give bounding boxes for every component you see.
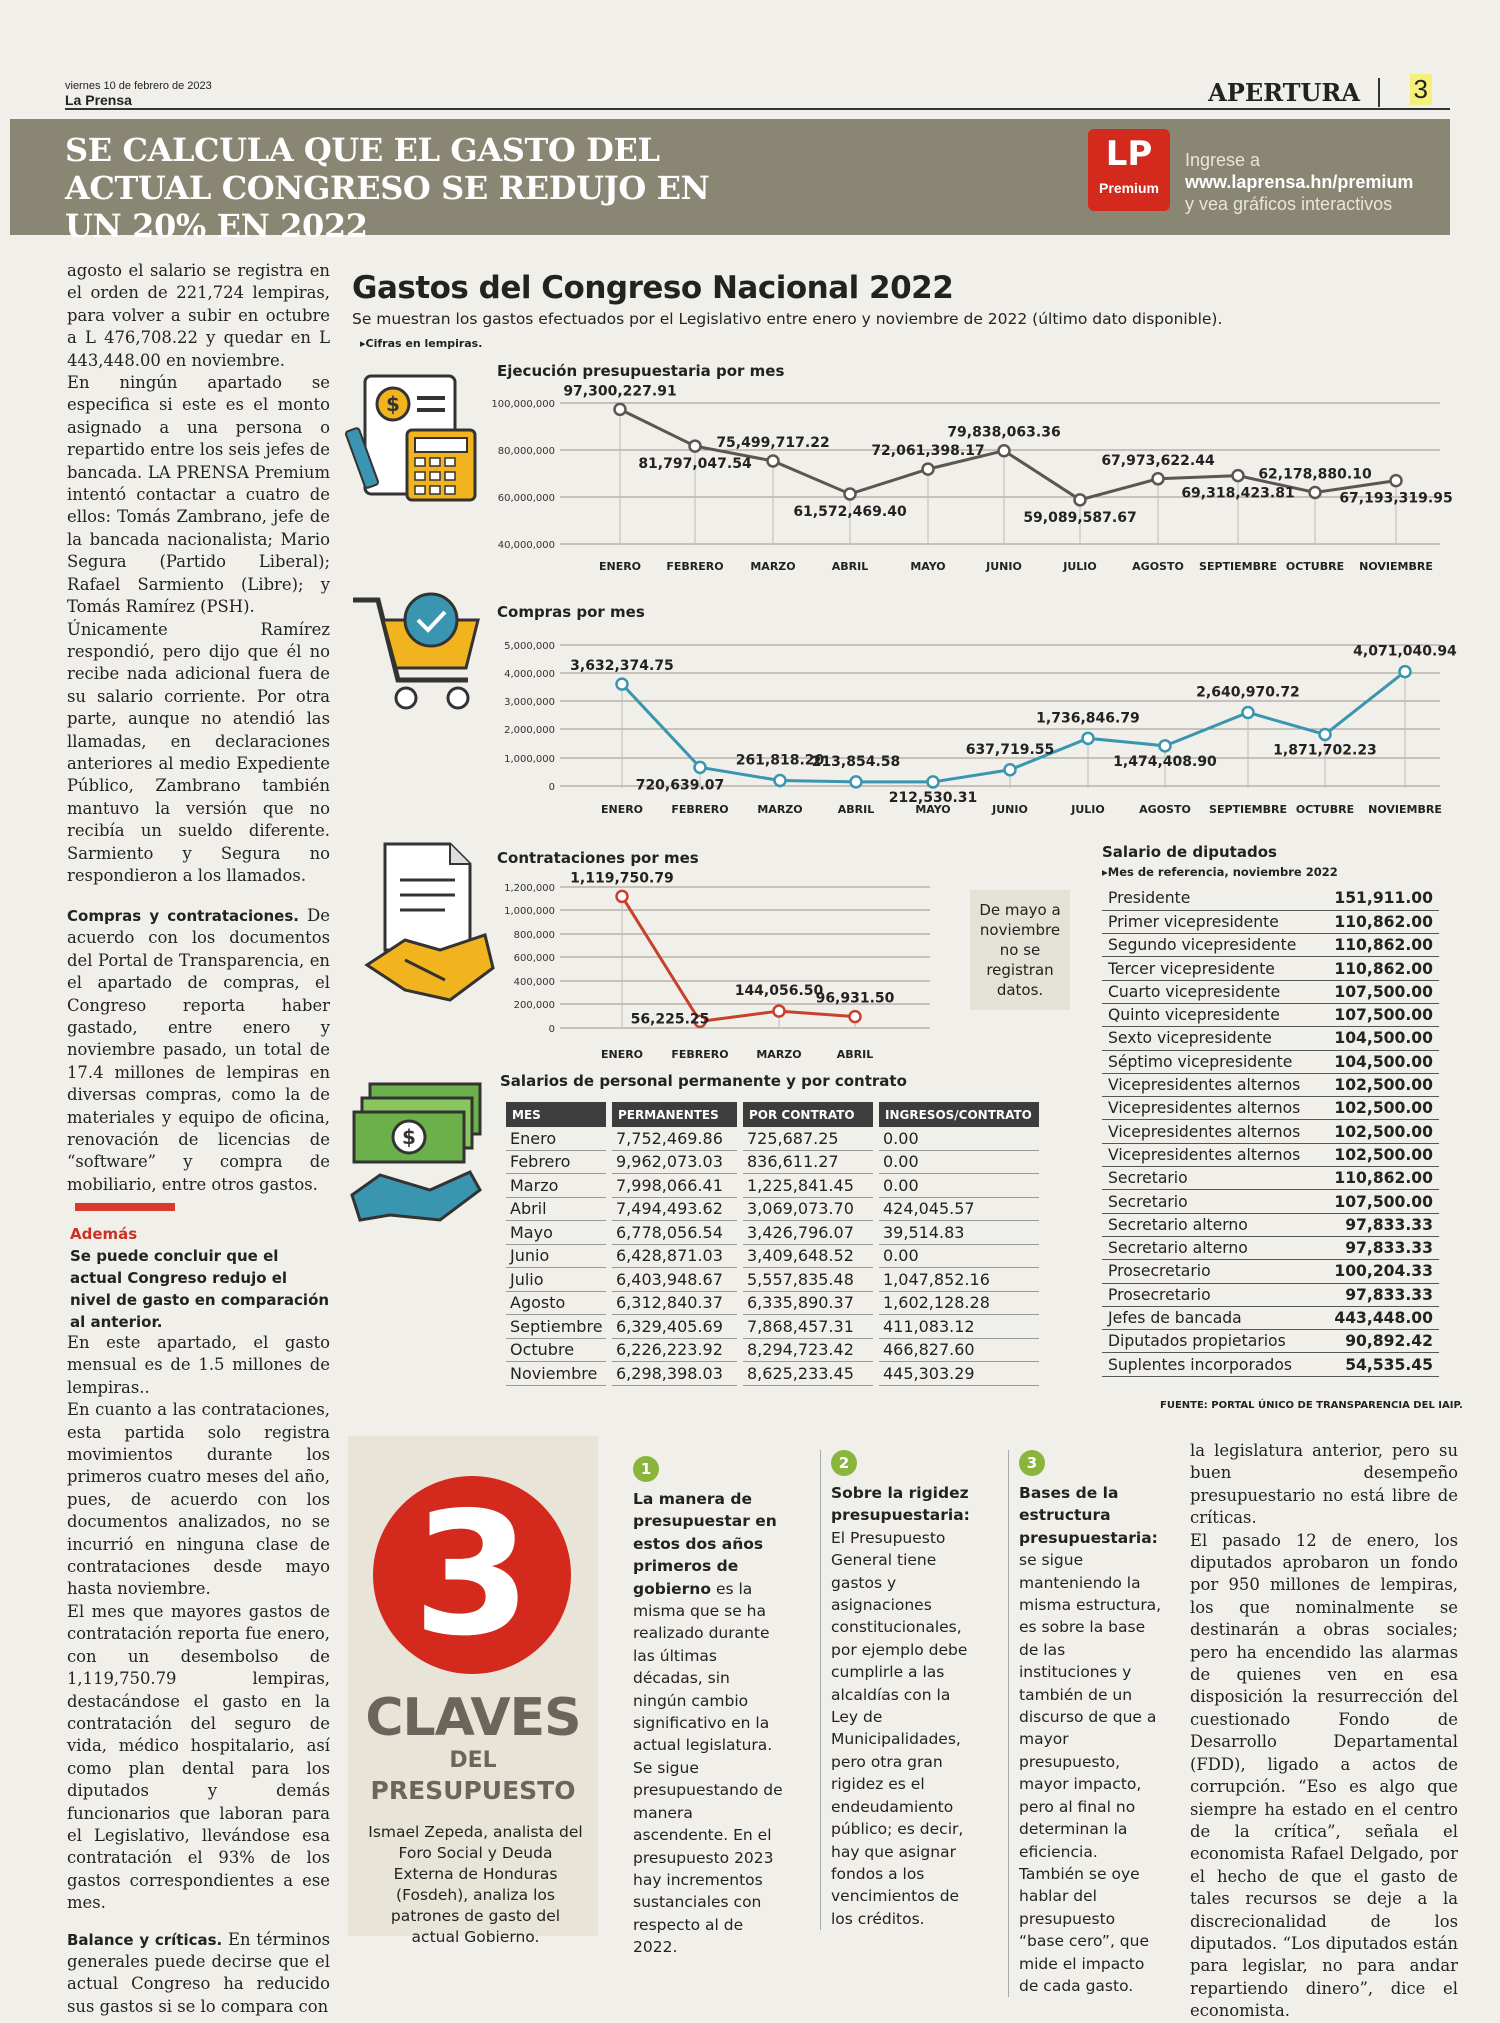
table-cell: 725,687.25 (743, 1127, 873, 1151)
data-label: 637,719.55 (965, 741, 1055, 758)
salary-value: 107,500.00 (1328, 980, 1439, 1003)
table-cell: 7,752,469.86 (612, 1127, 737, 1151)
x-category-label: ABRIL (837, 803, 875, 816)
table-row (1102, 1120, 1439, 1143)
table-row (1102, 1213, 1439, 1236)
data-point (850, 1011, 861, 1022)
salary-value: 102,500.00 (1328, 1073, 1439, 1096)
table-cell: Abril (506, 1198, 606, 1222)
table-cell: 1,047,852.16 (879, 1268, 1039, 1292)
article-column-left-2 (67, 905, 330, 1196)
table-cell: 6,226,223.92 (612, 1339, 737, 1363)
chart-ejecucion (490, 385, 1460, 580)
table-cell: Octubre (506, 1339, 606, 1363)
salary-value: 90,892.42 (1328, 1330, 1439, 1353)
table-row (1102, 1050, 1439, 1073)
data-label: 67,973,622.44 (1101, 452, 1215, 469)
salary-value: 110,862.00 (1328, 910, 1439, 933)
graphic-unit: ▸Cifras en lempiras. (360, 337, 483, 350)
table-cell: 466,827.60 (879, 1339, 1039, 1363)
table-cell: 0.00 (879, 1174, 1039, 1198)
data-label: 2,640,970.72 (1196, 684, 1300, 701)
salary-role: Jefes de bancada (1102, 1306, 1328, 1329)
table-cell: 6,335,890.37 (743, 1292, 873, 1316)
salary-value: 107,500.00 (1328, 1003, 1439, 1026)
x-category-label: MARZO (757, 803, 803, 816)
salary-value: 110,862.00 (1328, 934, 1439, 957)
data-point (1400, 666, 1411, 677)
ademas-box (70, 1223, 332, 1333)
salary-role: Suplentes incorporados (1102, 1353, 1328, 1376)
claves-panel (348, 1436, 598, 1946)
x-category-label: FEBRERO (671, 803, 729, 816)
column-header: PERMANENTES (612, 1102, 737, 1127)
data-label: 213,854.58 (811, 753, 901, 770)
salary-value: 110,862.00 (1328, 957, 1439, 980)
y-tick-label: 5,000,000 (504, 641, 555, 652)
salary-role: Séptimo vicepresidente (1102, 1050, 1328, 1073)
premium-promo (1185, 149, 1413, 215)
salario-diputados-title: Salario de diputados (1102, 843, 1277, 861)
data-point (845, 488, 856, 499)
data-point (695, 762, 706, 773)
salary-role: Cuarto vicepresidente (1102, 980, 1328, 1003)
data-point (1391, 475, 1402, 486)
data-point (1320, 729, 1331, 740)
salary-role: Vicepresidentes alternos (1102, 1097, 1328, 1120)
salario-diputados-table (1102, 887, 1439, 1377)
claves-del: DEL (449, 1748, 497, 1773)
salary-value: 151,911.00 (1328, 887, 1439, 910)
data-point (690, 441, 701, 452)
table-cell: 3,069,073.70 (743, 1198, 873, 1222)
data-label: 97,300,227.91 (563, 383, 677, 400)
clave-body: se sigue manteniendo la misma estructura, es sobre la base de las instituciones y también de un discurso de que a mayor presupuesto, mayor impacto, pero al final no determinan la eficiencia. También se oye hablar del presupuesto “base cero”, que mide el impacto de cada gasto. (1019, 1551, 1162, 1995)
table-cell: 1,602,128.28 (879, 1292, 1039, 1316)
x-category-label: ENERO (600, 1048, 644, 1061)
claves-presupuesto: PRESUPUESTO (370, 1776, 576, 1805)
x-category-label: FEBRERO (666, 560, 724, 573)
data-label: 69,318,423.81 (1181, 485, 1295, 502)
article-column-right (1190, 1440, 1458, 2023)
salary-role: Quinto vicepresidente (1102, 1003, 1328, 1026)
salary-role: Primer vicepresidente (1102, 910, 1328, 933)
table-row (506, 1245, 1039, 1269)
y-tick-label: 2,000,000 (504, 725, 555, 736)
table-cell: 6,403,948.67 (612, 1268, 737, 1292)
salary-value: 110,862.00 (1328, 1167, 1439, 1190)
table-cell: 7,494,493.62 (612, 1198, 737, 1222)
x-category-label: JULIO (1071, 803, 1105, 816)
clave-2 (820, 1450, 975, 1930)
clave-title: La manera de presupuestar en estos dos años primeros de gobierno (633, 1490, 777, 1598)
data-label: 1,871,702.23 (1273, 742, 1377, 759)
table-cell: Junio (506, 1245, 606, 1269)
data-point (1233, 470, 1244, 481)
table-cell: 39,514.83 (879, 1221, 1039, 1245)
column-header: POR CONTRATO (743, 1102, 873, 1127)
table-cell: Septiembre (506, 1315, 606, 1339)
table-row (1102, 1027, 1439, 1050)
graphic-subtitle: Se muestran los gastos efectuados por el Legislativo entre enero y noviembre de 2022 (último dato disponible). (352, 310, 1223, 328)
salary-role: Secretario alterno (1102, 1236, 1328, 1259)
data-point (1160, 740, 1171, 751)
article-paragraph: Únicamente Ramírez respondió, pero dijo que él no recibe nada adicional fuera de su salario corriente. Por otra parte, aunque no atendió las llamadas, en declaraciones anteriores al medio Expediente Público, Zambrano también mantuvo la versión que no recibía un sueldo diferente. Sarmiento y Segura no respondieron a los llamados. (67, 619, 330, 885)
clave-1 (633, 1456, 788, 1959)
table-cell: 3,409,648.52 (743, 1245, 873, 1269)
chart-compras (490, 628, 1460, 828)
data-point (1310, 487, 1321, 498)
table-row (1102, 934, 1439, 957)
salary-role: Segundo vicepresidente (1102, 934, 1328, 957)
table-cell: 411,083.12 (879, 1315, 1039, 1339)
x-category-label: OCTUBRE (1295, 803, 1355, 816)
table-cell: 6,312,840.37 (612, 1292, 737, 1316)
data-label: 4,071,040.94 (1353, 643, 1457, 660)
table-cell: 445,303.29 (879, 1362, 1039, 1386)
no-data-note: De mayo a noviembre no se registran datos. (970, 890, 1070, 1010)
x-category-label: JUNIO (986, 560, 1022, 573)
table-row (1102, 1330, 1439, 1353)
table-cell: 7,998,066.41 (612, 1174, 737, 1198)
data-label: 61,572,469.40 (793, 503, 907, 520)
table-row (506, 1198, 1039, 1222)
y-tick-label: 40,000,000 (497, 540, 555, 551)
ademas-title: Además (70, 1225, 138, 1243)
data-label: 1,736,846.79 (1036, 710, 1140, 727)
data-point (617, 891, 628, 902)
data-point (617, 679, 628, 690)
clave-title: Sobre la rigidez presupuestaria: (831, 1484, 970, 1525)
data-label: 56,225.25 (630, 1011, 710, 1028)
table-cell: Noviembre (506, 1362, 606, 1386)
data-point (851, 776, 862, 787)
x-category-label: MARZO (756, 1048, 802, 1061)
x-category-label: OCTUBRE (1285, 560, 1345, 573)
data-point (928, 776, 939, 787)
x-category-label: JULIO (1063, 560, 1097, 573)
table-cell: 8,625,233.45 (743, 1362, 873, 1386)
page-number: 3 (1410, 74, 1432, 105)
table-row (1102, 1073, 1439, 1096)
table-row (506, 1362, 1039, 1386)
salary-role: Tercer vicepresidente (1102, 957, 1328, 980)
salary-value: 97,833.33 (1328, 1283, 1439, 1306)
x-category-label: SEPTIEMBRE (1199, 560, 1277, 573)
promo-line-1: Ingrese a (1185, 150, 1261, 170)
table-row (1102, 1190, 1439, 1213)
salary-role: Vicepresidentes alternos (1102, 1143, 1328, 1166)
table-cell: 0.00 (879, 1245, 1039, 1269)
lp-logo-premium: Premium (1099, 180, 1159, 196)
table-cell: 836,611.27 (743, 1151, 873, 1175)
clave-number: 1 (633, 1456, 659, 1482)
table-cell: 6,428,871.03 (612, 1245, 737, 1269)
y-tick-label: 600,000 (513, 953, 555, 964)
salary-value: 104,500.00 (1328, 1027, 1439, 1050)
data-label: 62,178,880.10 (1258, 466, 1372, 483)
x-category-label: JUNIO (992, 803, 1028, 816)
money-hand-icon (350, 1080, 490, 1230)
data-point (615, 404, 626, 415)
table-row (1102, 1260, 1439, 1283)
article-paragraph: El pasado 12 de enero, los diputados aprobaron un fondo por 950 millones de lempiras, los que nominalmente se destinarán a obras sociales; pero ha encendido las alarmas de quienes ven en esa disposición la resurrección del cuestionado Fondo de Desarrollo Departamental (FDD), ligado a actos de corrupción. “Eso es algo que siempre ha estado en el centro de la crítica”, señala el economista Rafael Delgado, por el hecho de que el gasto de tales recursos se deje a la discrecionalidad de los diputados. “Los diputados están para legislar, no para andar repartiendo dinero”, dice el economista. (1190, 1530, 1458, 2021)
table-row (1102, 1306, 1439, 1329)
source-note: FUENTE: PORTAL ÚNICO DE TRANSPARENCIA DEL IAIP. (1160, 1400, 1463, 1411)
table-row (1102, 1003, 1439, 1026)
clave-number: 2 (831, 1450, 857, 1476)
salary-role: Presidente (1102, 887, 1328, 910)
data-label: 67,193,319.95 (1339, 490, 1453, 507)
budget-calculator-icon (355, 368, 485, 508)
clave-body: es la misma que se ha realizado durante las últimas décadas, sin ningún cambio significativo en la actual legislatura. Se sigue presupuestando de manera ascendente. En el presupuesto 2023 hay incrementos sustanciales con respecto al de 2022. (633, 1579, 783, 1957)
x-category-label: NOVIEMBRE (1368, 803, 1442, 816)
table-cell: 0.00 (879, 1151, 1039, 1175)
data-point (1243, 707, 1254, 718)
table-cell: Marzo (506, 1174, 606, 1198)
y-tick-label: 100,000,000 (491, 399, 555, 410)
clave-3 (1008, 1450, 1163, 1997)
table-cell: 0.00 (879, 1127, 1039, 1151)
clave-title: Bases de la estructura presupuestaria: (1019, 1484, 1158, 1547)
section-name: APERTURA (1208, 78, 1380, 107)
salary-role: Secretario (1102, 1190, 1328, 1213)
table-row (506, 1339, 1039, 1363)
table-row (506, 1268, 1039, 1292)
salary-role: Vicepresidentes alternos (1102, 1073, 1328, 1096)
table-row (1102, 980, 1439, 1003)
table-cell: Mayo (506, 1221, 606, 1245)
data-label: 72,061,398.17 (871, 443, 985, 460)
table-cell: 424,045.57 (879, 1198, 1039, 1222)
lp-premium-logo[interactable] (1088, 129, 1170, 211)
column-header: MES (506, 1102, 606, 1127)
x-category-label: AGOSTO (1139, 803, 1191, 816)
table-cell: Febrero (506, 1151, 606, 1175)
headline: SE CALCULA QUE EL GASTO DEL ACTUAL CONGRESO SE REDUJO EN UN 20% EN 2022 (65, 131, 710, 245)
salary-value: 100,204.33 (1328, 1260, 1439, 1283)
salarios-table (500, 1102, 1045, 1386)
salary-value: 97,833.33 (1328, 1236, 1439, 1259)
article-paragraph: En cuanto a las contrataciones, esta partida solo registra movimientos durante los primeros cuatro meses del año, pues, de acuerdo con los documentos analizados, no se incurrió en ninguna clase de contrataciones desde mayo hasta noviembre. (67, 1400, 330, 1599)
table-cell: 9,962,073.03 (612, 1151, 737, 1175)
contract-handshake-icon (365, 840, 495, 1010)
salary-value: 102,500.00 (1328, 1143, 1439, 1166)
chart-title-ejecucion: Ejecución presupuestaria por mes (497, 362, 785, 380)
salary-value: 107,500.00 (1328, 1190, 1439, 1213)
ademas-text: Se puede concluir que el actual Congreso redujo el nivel de gasto en comparación al anterior. (70, 1247, 330, 1331)
table-row (1102, 1097, 1439, 1120)
table-cell: 1,225,841.45 (743, 1174, 873, 1198)
data-label: 3,632,374.75 (570, 658, 674, 675)
salary-value: 443,448.00 (1328, 1306, 1439, 1329)
x-category-label: NOVIEMBRE (1359, 560, 1433, 573)
table-row (506, 1221, 1039, 1245)
salary-value: 54,535.45 (1328, 1353, 1439, 1376)
article-paragraph: En este apartado, el gasto mensual es de 1.5 millones de lempiras.. (67, 1333, 330, 1397)
x-category-label: MAYO (915, 803, 951, 816)
table-row (1102, 1283, 1439, 1306)
salary-role: Secretario alterno (1102, 1213, 1328, 1236)
svg-text:$: $ (402, 1125, 416, 1149)
article-column-left (67, 260, 330, 887)
salario-diputados-subtitle: ▸Mes de referencia, noviembre 2022 (1102, 865, 1338, 879)
claves-byline: Ismael Zepeda, analista del Foro Social y Deuda Externa de Honduras (Fosdeh), analiza los patrones de gasto del actual Gobierno. (368, 1823, 583, 1946)
table-row (506, 1174, 1039, 1198)
x-category-label: AGOSTO (1132, 560, 1184, 573)
salary-role: Secretario (1102, 1167, 1328, 1190)
x-category-label: ABRIL (831, 560, 869, 573)
salary-value: 97,833.33 (1328, 1213, 1439, 1236)
column-header: INGRESOS/CONTRATO (879, 1102, 1039, 1127)
lp-logo-text: LP (1105, 134, 1153, 174)
table-cell: 6,298,398.03 (612, 1362, 737, 1386)
table-row (1102, 887, 1439, 910)
table-row (1102, 1236, 1439, 1259)
article-paragraph: En ningún apartado se especifica si este es el monto asignado a una persona o repartido entre los seis jefes de bancada. LA PRENSA Premium intentó contactar a cuatro de ellos: Tomás Zambrano, jefe de la bancada nacionalista; Mario Segura (Partido Liberal); Rafael Sarmiento (Libre); y Tomás Ramírez (PSH). (67, 373, 330, 617)
salary-role: Sexto vicepresidente (1102, 1027, 1328, 1050)
y-tick-label: 3,000,000 (504, 697, 555, 708)
x-category-label: ABRIL (836, 1048, 874, 1061)
table-row (1102, 957, 1439, 980)
salary-role: Prosecretario (1102, 1283, 1328, 1306)
table-cell: 5,557,835.48 (743, 1268, 873, 1292)
data-point (1005, 764, 1016, 775)
data-label: 75,499,717.22 (716, 434, 830, 451)
data-point (1153, 473, 1164, 484)
y-tick-label: 0 (548, 1024, 555, 1035)
article-paragraph: la legislatura anterior, pero su buen desempeño presupuestario no está libre de críticas. (1190, 1441, 1458, 1528)
data-label: 96,931.50 (815, 990, 895, 1007)
chart-title-contrataciones: Contrataciones por mes (497, 849, 699, 867)
promo-url[interactable]: www.laprensa.hn/premium (1185, 172, 1414, 192)
data-label: 720,639.07 (635, 777, 725, 794)
salary-value: 102,500.00 (1328, 1120, 1439, 1143)
y-tick-label: 800,000 (513, 930, 555, 941)
y-tick-label: 200,000 (513, 1000, 555, 1011)
data-label: 79,838,063.36 (947, 424, 1061, 441)
y-tick-label: 0 (548, 782, 555, 793)
data-label: 144,056.50 (734, 983, 824, 1000)
article-column-left-3 (67, 1332, 330, 2018)
y-tick-label: 1,000,000 (504, 906, 555, 917)
data-label: 212,530.31 (888, 789, 978, 806)
table-row (1102, 910, 1439, 933)
table-row (1102, 1167, 1439, 1190)
y-tick-label: 400,000 (513, 977, 555, 988)
x-category-label: SEPTIEMBRE (1209, 803, 1287, 816)
data-point (1075, 494, 1086, 505)
x-category-label: MARZO (750, 560, 796, 573)
chart-contrataciones (490, 870, 960, 1068)
data-point (1083, 733, 1094, 744)
masthead (65, 74, 1450, 110)
table-cell: 8,294,723.42 (743, 1339, 873, 1363)
data-label: 59,089,587.67 (1023, 509, 1137, 526)
salary-value: 102,500.00 (1328, 1097, 1439, 1120)
headline-banner (10, 119, 1450, 245)
subhead-balance: Balance y críticas. (67, 1930, 223, 1949)
data-label: 1,474,408.90 (1113, 753, 1217, 770)
article-paragraph: En términos generales puede decirse que el actual Congreso ha reducido sus gastos si se lo compara con (67, 1929, 330, 2016)
salario-diputados (1102, 843, 1442, 1377)
ademas-rule (75, 1203, 175, 1211)
table-row (1102, 1353, 1439, 1376)
x-category-label: ENERO (600, 803, 644, 816)
article-paragraph: agosto el salario se registra en el orden de 221,724 lempiras, para volver a subir en octubre a L 476,708.22 y quedar en L 443,448.00 en noviembre. (67, 261, 330, 370)
salary-role: Vicepresidentes alternos (1102, 1120, 1328, 1143)
claves-block (348, 1436, 1178, 1995)
table-cell: 3,426,796.07 (743, 1221, 873, 1245)
table-cell: 6,778,056.54 (612, 1221, 737, 1245)
data-point (923, 464, 934, 475)
table-cell: 6,329,405.69 (612, 1315, 737, 1339)
data-label: 261,818.20 (735, 752, 825, 769)
clave-number: 3 (1019, 1450, 1045, 1476)
table-row (506, 1127, 1039, 1151)
article-paragraph: El mes que mayores gastos de contratación reporta fue enero, con un desembolso de 1,119,750.79 lempiras, destacándose el gasto en la contratación del seguro de vida, médico hospitalario, así como plan dental para los diputados y demás funcionarios que laboran para el Legislativo, llevándose esa contratación el 93% de los gastos correspondientes a ese mes. (67, 1601, 330, 1913)
table-row (506, 1292, 1039, 1316)
table-row (1102, 1143, 1439, 1166)
data-point (768, 455, 779, 466)
salary-value: 104,500.00 (1328, 1050, 1439, 1073)
table-cell: Enero (506, 1127, 606, 1151)
data-point (999, 445, 1010, 456)
x-category-label: FEBRERO (671, 1048, 729, 1061)
data-point (774, 1006, 785, 1017)
salarios-title: Salarios de personal permanente y por contrato (500, 1072, 907, 1090)
shopping-cart-icon (348, 590, 488, 720)
x-category-label: ENERO (598, 560, 642, 573)
y-tick-label: 80,000,000 (497, 446, 555, 457)
y-tick-label: 60,000,000 (497, 493, 555, 504)
data-label: 81,797,047.54 (638, 456, 752, 473)
y-tick-label: 4,000,000 (504, 669, 555, 680)
table-row (506, 1151, 1039, 1175)
table-cell: Agosto (506, 1292, 606, 1316)
graphic-title: Gastos del Congreso Nacional 2022 (352, 270, 954, 306)
paper-name: La Prensa (65, 92, 132, 108)
clave-body: El Presupuesto General tiene gastos y asignaciones constitucionales, por ejemplo debe cumplirle a las alcaldías con la Ley de Municipalidades, pero otra gran rigidez es el endeudamiento público; es decir, hay que asignar fondos a los vencimientos de los créditos. (831, 1528, 968, 1928)
y-tick-label: 1,200,000 (504, 883, 555, 894)
issue-date: viernes 10 de febrero de 2023 (65, 80, 212, 92)
article-paragraph: De acuerdo con los documentos del Portal de Transparencia, en el apartado de compras, el Congreso reporta haber gastado, entre enero y noviembre pasado, un total de 17.4 millones de lempiras en diversas compras, como la de materiales y equipo de oficina, renovación de licencias de “software” y compra de mobiliario, entre otros gastos. (67, 906, 330, 1194)
claves-number: 3 (373, 1476, 571, 1674)
salary-role: Prosecretario (1102, 1260, 1328, 1283)
x-category-label: MAYO (910, 560, 946, 573)
salary-role: Diputados propietarios (1102, 1330, 1328, 1353)
data-point (775, 775, 786, 786)
y-tick-label: 1,000,000 (504, 754, 555, 765)
svg-text:$: $ (386, 392, 400, 416)
table-row (506, 1315, 1039, 1339)
chart-title-compras: Compras por mes (497, 603, 645, 621)
subhead-compras: Compras y contrataciones. (67, 907, 299, 925)
data-label: 1,119,750.79 (570, 870, 674, 887)
promo-line-2: y vea gráficos interactivos (1185, 194, 1393, 214)
table-cell: 7,868,457.31 (743, 1315, 873, 1339)
table-cell: Julio (506, 1268, 606, 1292)
claves-word: CLAVES (365, 1688, 581, 1748)
